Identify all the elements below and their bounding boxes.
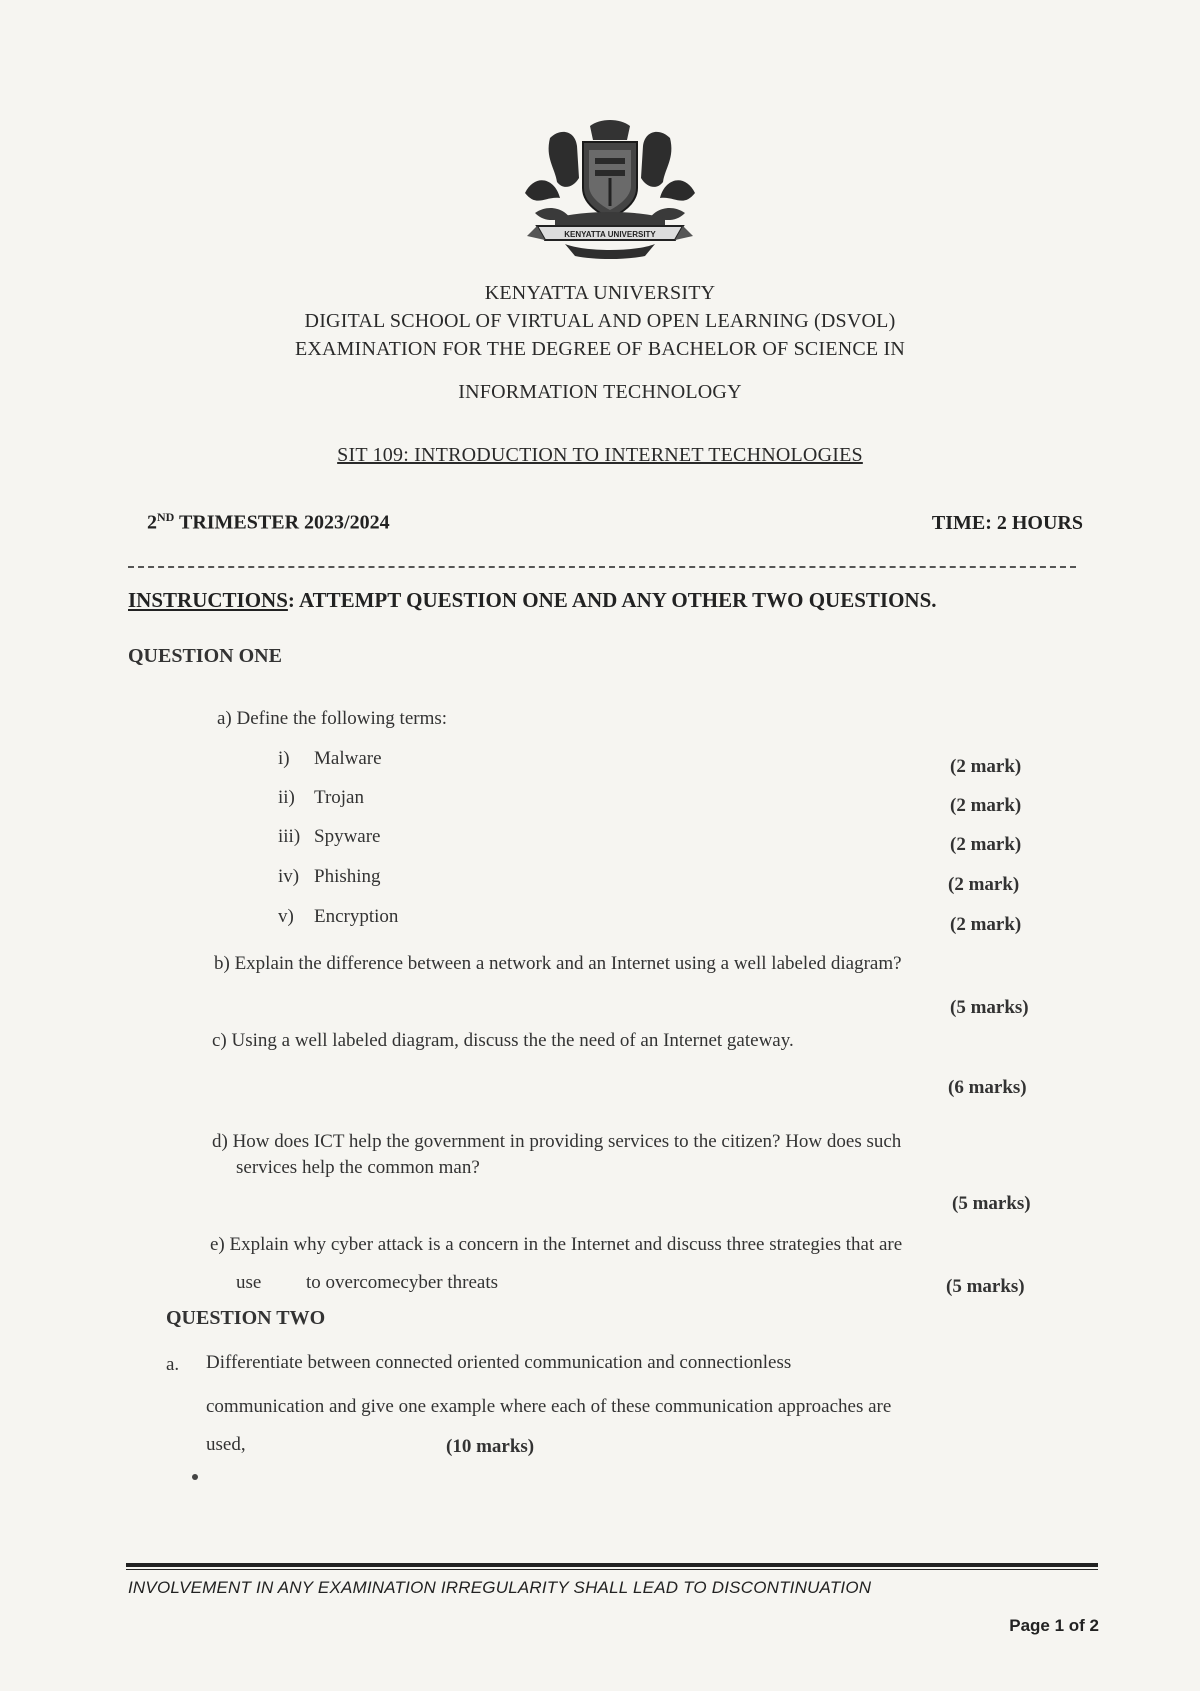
term-marks: (2 mark) [950,914,1022,935]
university-name: KENYATTA UNIVERSITY [484,282,716,304]
instructions-text: : ATTEMPT QUESTION ONE AND ANY OTHER TWO QUESTIONS. [287,588,937,612]
course-title: SIT 109: INTRODUCTION TO INTERNET TECHNOLOGIES [337,444,863,466]
exam-degree-line: EXAMINATION FOR THE DEGREE OF BACHELOR OF SCIENCE IN [294,338,906,360]
q1-part-e-line2b: to overcomecyber threats [306,1272,499,1293]
q1-part-c: c) Using a well labeled diagram, discuss the the need of an Internet gateway. [212,1030,794,1051]
instructions [128,588,937,613]
q1-part-d-marks: (5 marks) [952,1193,1031,1214]
dashed-divider [128,566,1076,568]
q1-part-e-line1: e) Explain why cyber attack is a concern in the Internet and discuss three strategies that are [210,1234,903,1255]
term-marks: (2 mark) [950,834,1022,855]
footer-rule [126,1563,1098,1567]
term-label: Malware [314,748,382,769]
trimester-number: 2 [147,511,157,534]
q2-part-a-line1: Differentiate between connected oriented communication and connectionless [206,1352,792,1373]
term-number: ii) [278,787,295,808]
footer-warning: INVOLVEMENT IN ANY EXAMINATION IRREGULARITY SHALL LEAD TO DISCONTINUATION [128,1578,872,1597]
term-label: Phishing [314,866,381,887]
trimester-label [147,510,390,535]
footer-rule-thin [126,1569,1098,1570]
q1-part-c-marks: (6 marks) [948,1077,1027,1098]
term-label: Trojan [314,787,364,808]
instructions-label: INSTRUCTIONS [128,588,288,612]
term-label: Spyware [314,826,381,847]
term-number: iii) [278,826,301,847]
programme-name: INFORMATION TECHNOLOGY [458,381,742,403]
university-crest-logo [515,118,705,268]
question-one-title: QUESTION ONE [128,645,282,667]
term-label: Encryption [314,906,399,927]
trimester-text: TRIMESTER 2023/2024 [174,511,390,534]
q1-part-d-line2: services help the common man? [236,1157,480,1178]
q1-part-b: b) Explain the difference between a network and an Internet using a well labeled diagram? [214,953,902,974]
school-name: DIGITAL SCHOOL OF VIRTUAL AND OPEN LEARNING (DSVOL) [304,310,896,332]
scan-speck [192,1474,198,1480]
q2-part-a-label: a. [166,1354,180,1375]
q2-part-a-marks: (10 marks) [446,1436,535,1457]
q1-part-b-marks: (5 marks) [950,997,1029,1018]
term-number: iv) [278,866,300,887]
page-number: Page 1 of 2 [1009,1616,1099,1635]
q2-part-a-line2: communication and give one example where each of these communication approaches are [206,1396,892,1417]
term-number: v) [278,906,294,927]
q2-part-a-line3: used, [206,1434,246,1455]
term-number: i) [278,748,290,769]
term-marks: (2 mark) [950,795,1022,816]
q1-part-d-line1: d) How does ICT help the government in providing services to the citizen? How does such [212,1131,902,1152]
q1-part-e-line2a: use [236,1272,262,1293]
question-two-title: QUESTION TWO [166,1307,326,1329]
crest-scroll-text: KENYATTA UNIVERSITY [564,230,656,239]
exam-duration: TIME: 2 HOURS [931,512,1083,534]
term-marks: (2 mark) [948,874,1020,895]
trimester-superscript: ND [157,510,175,524]
q1-part-e-marks: (5 marks) [946,1276,1025,1297]
q1-part-a: a) Define the following terms: [217,708,448,729]
term-marks: (2 mark) [950,756,1022,777]
